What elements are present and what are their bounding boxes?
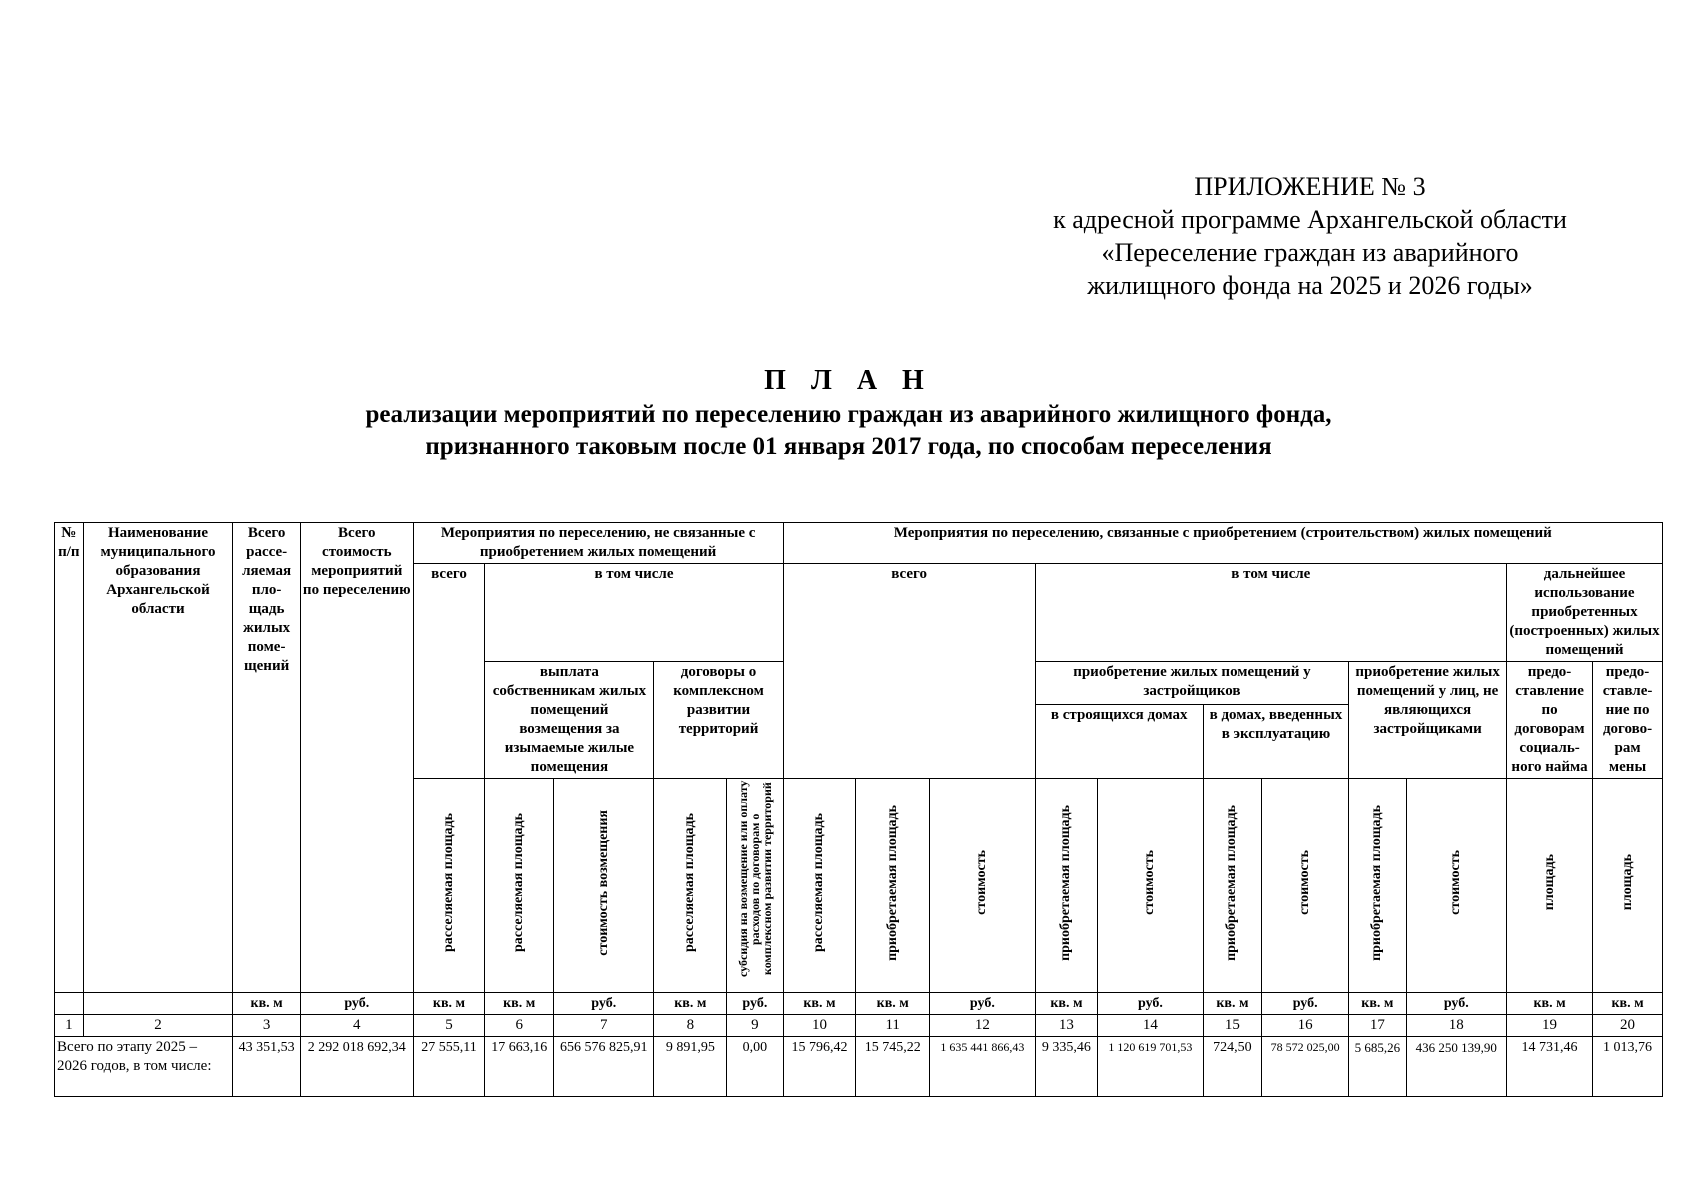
unit-col14: руб. (1098, 993, 1204, 1015)
cell-col15: 724,50 (1203, 1037, 1261, 1097)
unit-col18: руб. (1406, 993, 1506, 1015)
vheader-col8: расселяемая площадь (682, 813, 698, 952)
colnum-12: 12 (930, 1015, 1036, 1037)
colnum-10: 10 (783, 1015, 856, 1037)
annex-header (1000, 170, 1620, 302)
header-payment: выплата собственникам жилых помещений возмещения за изымаемые жилые помещения (485, 662, 654, 779)
plan-heading: П Л А Н (764, 365, 933, 396)
row-label: Всего по этапу 2025 – 2026 годов, в том числе: (55, 1037, 233, 1097)
vheader-col10: расселяемая площадь (811, 813, 827, 952)
cell-col3: 43 351,53 (233, 1037, 301, 1097)
cell-col9: 0,00 (727, 1037, 783, 1097)
unit-col19: кв. м (1507, 993, 1593, 1015)
vheader-col18: стоимость (1448, 850, 1464, 915)
colnum-16: 16 (1262, 1015, 1349, 1037)
colnum-17: 17 (1349, 1015, 1406, 1037)
header-under-construction: в строящихся домах (1035, 705, 1203, 779)
colnum-15: 15 (1203, 1015, 1261, 1037)
vheader-col9: субсидия на возмещение или оплату расходов по договорам о комплексном развитии территорий (735, 780, 774, 978)
header-total-cost: Всего стоимость мероприятий по переселению (300, 523, 413, 993)
colnum-6: 6 (485, 1015, 554, 1037)
unit-col20: кв. м (1593, 993, 1663, 1015)
annex-program-name-1: «Переселение граждан из аварийного (1101, 238, 1519, 267)
cell-col19: 14 731,46 (1507, 1037, 1593, 1097)
vheader-col6: расселяемая площадь (511, 813, 527, 952)
unit-col16: руб. (1262, 993, 1349, 1015)
cell-col11: 15 745,22 (856, 1037, 930, 1097)
header-social-hire: предо-ставление по договорам социаль-ного найма (1507, 662, 1593, 779)
vheader-col11: приобретаемая площадь (884, 804, 900, 961)
unit-col11: кв. м (856, 993, 930, 1015)
vheader-col7: стоимость возмещения (595, 809, 611, 956)
header-num: № п/п (55, 523, 84, 993)
unit-total-cost: руб. (300, 993, 413, 1015)
unit-col5: кв. м (413, 993, 485, 1015)
cell-col8: 9 891,95 (654, 1037, 727, 1097)
unit-col13: кв. м (1035, 993, 1098, 1015)
unit-col6: кв. м (485, 993, 554, 1015)
colnum-9: 9 (727, 1015, 783, 1037)
annex-program-name-2: жилищного фонда на 2025 и 2026 годы» (1087, 271, 1533, 300)
plan-subtitle-1: реализации мероприятий по переселению граждан из аварийного жилищного фонда, (365, 401, 1332, 428)
vheader-col14: стоимость (1142, 850, 1158, 915)
unit-col12: руб. (930, 993, 1036, 1015)
cell-col6: 17 663,16 (485, 1037, 554, 1097)
header-total-area: Всего рассе-ляемая пло-щадь жилых поме-щений (233, 523, 301, 993)
plan-table (54, 522, 1663, 1097)
header-nr-incl: в том числе (485, 564, 783, 662)
cell-col14: 1 120 619 701,53 (1098, 1037, 1204, 1097)
header-related: Мероприятия по переселению, связанные с приобретением (строительством) жилых помещений (783, 523, 1662, 564)
cell-col16: 78 572 025,00 (1262, 1037, 1349, 1097)
cell-col18: 436 250 139,90 (1406, 1037, 1506, 1097)
vheader-col17: приобретаемая площадь (1369, 804, 1385, 961)
cell-col12: 1 635 441 866,43 (930, 1037, 1036, 1097)
unit-col10: кв. м (783, 993, 856, 1015)
cell-col4: 2 292 018 692,34 (300, 1037, 413, 1097)
unit-col7: руб. (554, 993, 654, 1015)
annex-program: к адресной программе Архангельской области (1053, 205, 1567, 234)
header-nr-total: всего (413, 564, 485, 779)
colnum-2: 2 (83, 1015, 233, 1037)
colnum-8: 8 (654, 1015, 727, 1037)
colnum-3: 3 (233, 1015, 301, 1037)
header-exchange: предо-ставле-ние по догово-рам мены (1593, 662, 1663, 779)
colnum-18: 18 (1406, 1015, 1506, 1037)
header-further-use: дальнейшее использование приобретенных (построенных) жилых помещений (1507, 564, 1663, 662)
cell-col5: 27 555,11 (413, 1037, 485, 1097)
vheader-col12: стоимость (974, 850, 990, 915)
unit-col15: кв. м (1203, 993, 1261, 1015)
header-r-total: всего (783, 564, 1035, 779)
vheader-col16: стоимость (1297, 850, 1313, 915)
vheader-col5: расселяемая площадь (441, 813, 456, 952)
annex-number: ПРИЛОЖЕНИЕ № 3 (1194, 172, 1426, 201)
vheader-col20: площадь (1619, 854, 1635, 911)
plan-subtitle-2: признанного таковым после 01 января 2017 года, по способам переселения (425, 433, 1272, 460)
colnum-20: 20 (1593, 1015, 1663, 1037)
colnum-14: 14 (1098, 1015, 1204, 1037)
cell-col17: 5 685,26 (1349, 1037, 1406, 1097)
header-municipality: Наименование муниципального образования Архангельской области (83, 523, 233, 993)
colnum-7: 7 (554, 1015, 654, 1037)
header-contracts: договоры о комплексном развитии территорий (654, 662, 783, 779)
colnum-13: 13 (1035, 1015, 1098, 1037)
vheader-col15: приобретаемая площадь (1224, 804, 1240, 961)
header-not-related: Мероприятия по переселению, не связанные с приобретением жилых помещений (413, 523, 783, 564)
cell-col10: 15 796,42 (783, 1037, 856, 1097)
colnum-4: 4 (300, 1015, 413, 1037)
vheader-col13: приобретаемая площадь (1058, 804, 1074, 961)
table-row (55, 1037, 1663, 1097)
colnum-11: 11 (856, 1015, 930, 1037)
unit-total-area: кв. м (233, 993, 301, 1015)
header-from-developers: приобретение жилых помещений у застройщиков (1035, 662, 1349, 705)
cell-col7: 656 576 825,91 (554, 1037, 654, 1097)
unit-col9: руб. (727, 993, 783, 1015)
cell-col20: 1 013,76 (1593, 1037, 1663, 1097)
colnum-19: 19 (1507, 1015, 1593, 1037)
unit-col8: кв. м (654, 993, 727, 1015)
colnum-5: 5 (413, 1015, 485, 1037)
header-from-non-developers: приобретение жилых помещений у лиц, не являющихся застройщиками (1349, 662, 1507, 779)
colnum-1: 1 (55, 1015, 84, 1037)
cell-col13: 9 335,46 (1035, 1037, 1098, 1097)
header-r-incl: в том числе (1035, 564, 1506, 662)
vheader-col19: площадь (1541, 854, 1557, 911)
header-commissioned: в домах, введенных в эксплуатацию (1203, 705, 1349, 779)
unit-col17: кв. м (1349, 993, 1406, 1015)
plan-title (0, 363, 1697, 463)
